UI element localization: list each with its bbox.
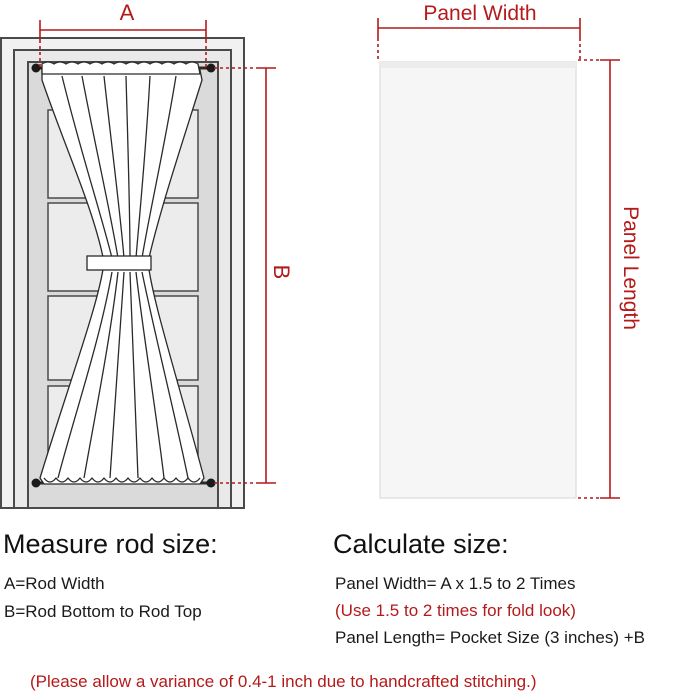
calculate-fold-note: (Use 1.5 to 2 times for fold look) [335,601,576,620]
calculate-panel-width: Panel Width= A x 1.5 to 2 Times [335,574,576,593]
calculate-panel-length: Panel Length= Pocket Size (3 inches) +B [335,628,645,647]
dimension-b-label: B [269,264,294,280]
top-rod-end-left [32,64,41,73]
dimension-panel-length-label: Panel Length [619,206,642,330]
measure-line-a: A=Rod Width [4,574,105,593]
dimension-panel-length [578,60,620,498]
curtain-panel-pocket [380,62,576,68]
variance-note: (Please allow a variance of 0.4-1 inch due to handcrafted stitching.) [30,672,537,691]
measure-heading: Measure rod size: [3,529,218,559]
dimension-a-label: A [119,0,135,25]
curtain-tieback [87,256,151,270]
dimension-panel-width-label: Panel Width [423,2,537,25]
measure-line-b: B=Rod Bottom to Rod Top [4,602,202,621]
curtain-panel [380,62,576,498]
door-illustration [1,38,244,508]
calculate-heading: Calculate size: [333,529,509,559]
bottom-rod-end-left [32,479,41,488]
